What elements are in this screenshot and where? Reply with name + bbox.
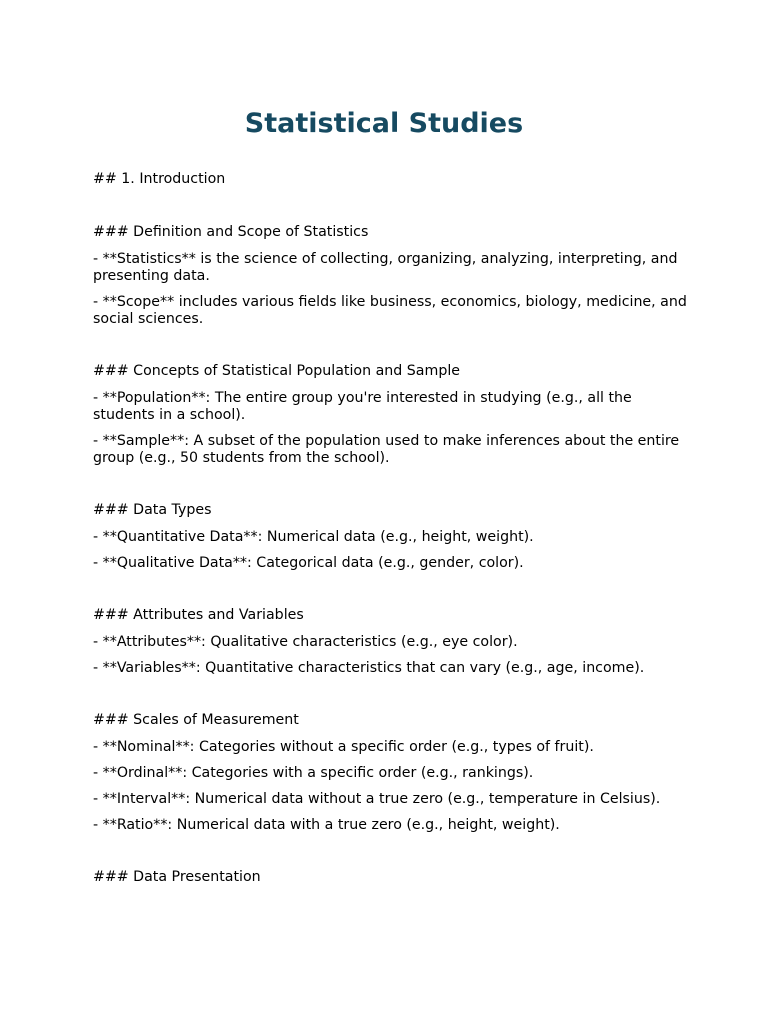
list-item: - **Statistics** is the science of collecting, organizing, analyzing, interpreting, and presenting data. [93, 251, 678, 284]
list-item: - **Ratio**: Numerical data with a true zero (e.g., height, weight). [93, 817, 560, 833]
list-item: - **Variables**: Quantitative characteristics that can vary (e.g., age, income). [93, 660, 645, 676]
section-data-types [93, 502, 693, 572]
subsection-heading: ### Data Types [93, 502, 212, 518]
list-item: - **Quantitative Data**: Numerical data (e.g., height, weight). [93, 529, 534, 545]
section-data-presentation [93, 869, 693, 886]
list-item: - **Nominal**: Categories without a specific order (e.g., types of fruit). [93, 739, 594, 755]
section-attributes-variables [93, 607, 693, 677]
section-heading-introduction: ## 1. Introduction [93, 171, 226, 187]
section-definition-scope [93, 224, 693, 328]
list-item: - **Scope** includes various fields like business, economics, biology, medicine, and social sciences. [93, 294, 687, 327]
subsection-heading: ### Definition and Scope of Statistics [93, 224, 369, 240]
subsection-heading: ### Attributes and Variables [93, 607, 304, 623]
list-item: - **Interval**: Numerical data without a true zero (e.g., temperature in Celsius). [93, 791, 661, 807]
subsection-heading: ### Data Presentation [93, 869, 261, 885]
list-item: - **Ordinal**: Categories with a specific order (e.g., rankings). [93, 765, 534, 781]
list-item: - **Population**: The entire group you're interested in studying (e.g., all the students in a school). [93, 390, 632, 423]
document-title: Statistical Studies [244, 108, 524, 139]
list-item: - **Qualitative Data**: Categorical data (e.g., gender, color). [93, 555, 524, 571]
subsection-heading: ### Concepts of Statistical Population and Sample [93, 363, 460, 379]
list-item: - **Attributes**: Qualitative characteristics (e.g., eye color). [93, 634, 518, 650]
section-scales-measurement [93, 712, 693, 834]
list-item: - **Sample**: A subset of the population used to make inferences about the entire group (e.g., 50 students from the school). [93, 433, 680, 466]
document-content [93, 171, 693, 886]
subsection-heading: ### Scales of Measurement [93, 712, 299, 728]
section-population-sample [93, 363, 693, 467]
